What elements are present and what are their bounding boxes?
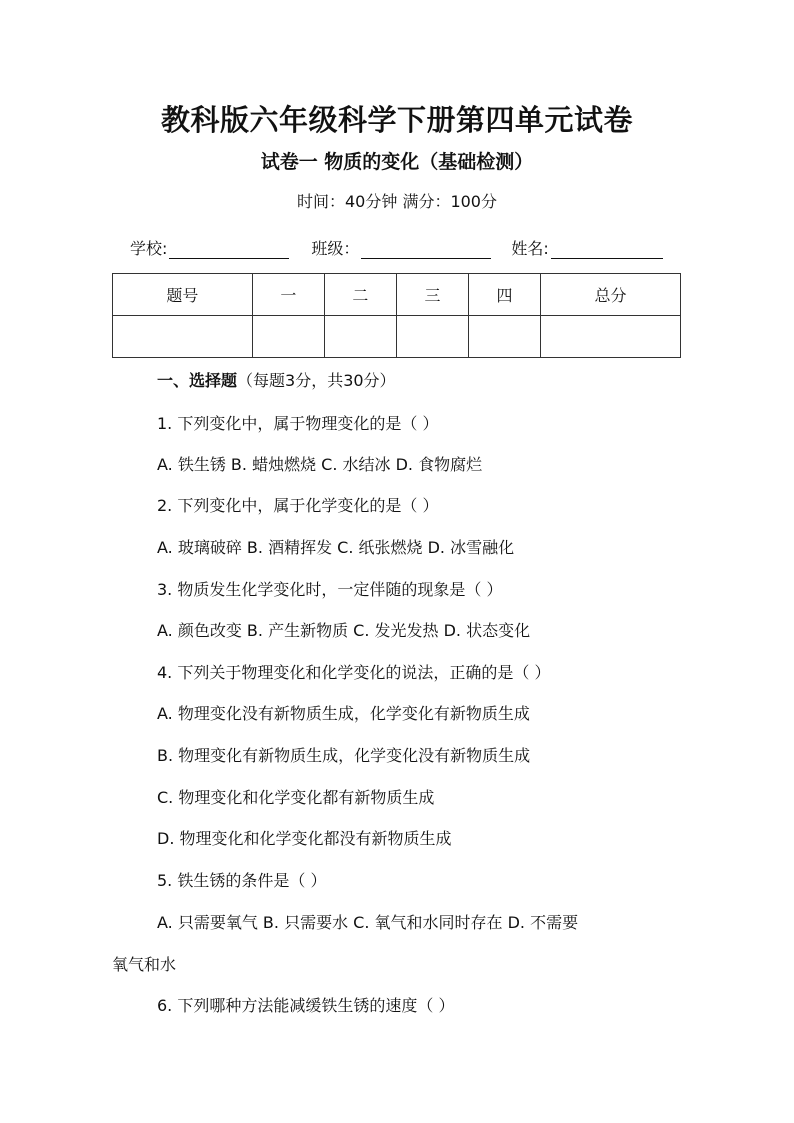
question-4-option-d: D. 物理变化和化学变化都没有新物质生成 (157, 829, 452, 848)
score-cell[interactable] (541, 316, 681, 358)
school-field (130, 236, 289, 259)
page-title: 教科版六年级科学下册第四单元试卷 (160, 103, 633, 137)
question-4-option-c: C. 物理变化和化学变化都有新物质生成 (157, 788, 435, 807)
score-header-cell: 总分 (541, 274, 681, 316)
school-label: 学校: (130, 239, 168, 258)
question-1-options: A. 铁生锈 B. 蜡烛燃烧 C. 水结冰 D. 食物腐烂 (157, 455, 483, 474)
class-blank[interactable] (361, 240, 491, 259)
question-5-options: A. 只需要氧气 B. 只需要水 C. 氧气和水同时存在 D. 不需要 (157, 913, 579, 932)
score-cell[interactable] (252, 316, 324, 358)
question-2: 2. 下列变化中，属于化学变化的是（ ） (157, 496, 439, 515)
name-field (511, 236, 662, 259)
question-6: 6. 下列哪种方法能减缓铁生锈的速度（ ） (157, 996, 455, 1015)
question-5: 5. 铁生锈的条件是（ ） (157, 871, 327, 890)
question-4-option-b: B. 物理变化有新物质生成，化学变化没有新物质生成 (157, 746, 531, 765)
section-title: 一、选择题 (157, 371, 238, 390)
page-subtitle: 试卷一 物质的变化（基础检测） (260, 151, 534, 173)
score-header-cell: 题号 (113, 274, 253, 316)
question-3: 3. 物质发生化学变化时，一定伴随的现象是（ ） (157, 580, 503, 599)
score-table (112, 273, 681, 358)
section-note: （每题3分，共30分） (237, 371, 396, 390)
question-2-options: A. 玻璃破碎 B. 酒精挥发 C. 纸张燃烧 D. 冰雪融化 (157, 538, 515, 557)
score-header-cell: 四 (469, 274, 541, 316)
time-info: 时间：40分钟 满分：100分 (297, 192, 497, 211)
score-header-cell: 二 (324, 274, 396, 316)
question-3-options: A. 颜色改变 B. 产生新物质 C. 发光发热 D. 状态变化 (157, 621, 531, 640)
score-table-value-row (113, 316, 681, 358)
score-cell[interactable] (469, 316, 541, 358)
student-info-row (130, 236, 690, 259)
score-table-header-row (113, 274, 681, 316)
question-4-option-a: A. 物理变化没有新物质生成，化学变化有新物质生成 (157, 704, 530, 723)
school-blank[interactable] (169, 240, 289, 259)
score-header-cell: 一 (252, 274, 324, 316)
name-label: 姓名: (511, 239, 549, 258)
class-label: 班级： (311, 239, 360, 258)
score-header-cell: 三 (396, 274, 468, 316)
score-cell[interactable] (396, 316, 468, 358)
score-cell[interactable] (324, 316, 396, 358)
question-5-options-continued: 氧气和水 (112, 955, 177, 974)
section-heading (157, 368, 396, 391)
question-1: 1. 下列变化中，属于物理变化的是（ ） (157, 414, 439, 433)
question-4: 4. 下列关于物理变化和化学变化的说法，正确的是（ ） (157, 663, 551, 682)
name-blank[interactable] (551, 240, 663, 259)
class-field (311, 236, 491, 259)
score-cell[interactable] (113, 316, 253, 358)
